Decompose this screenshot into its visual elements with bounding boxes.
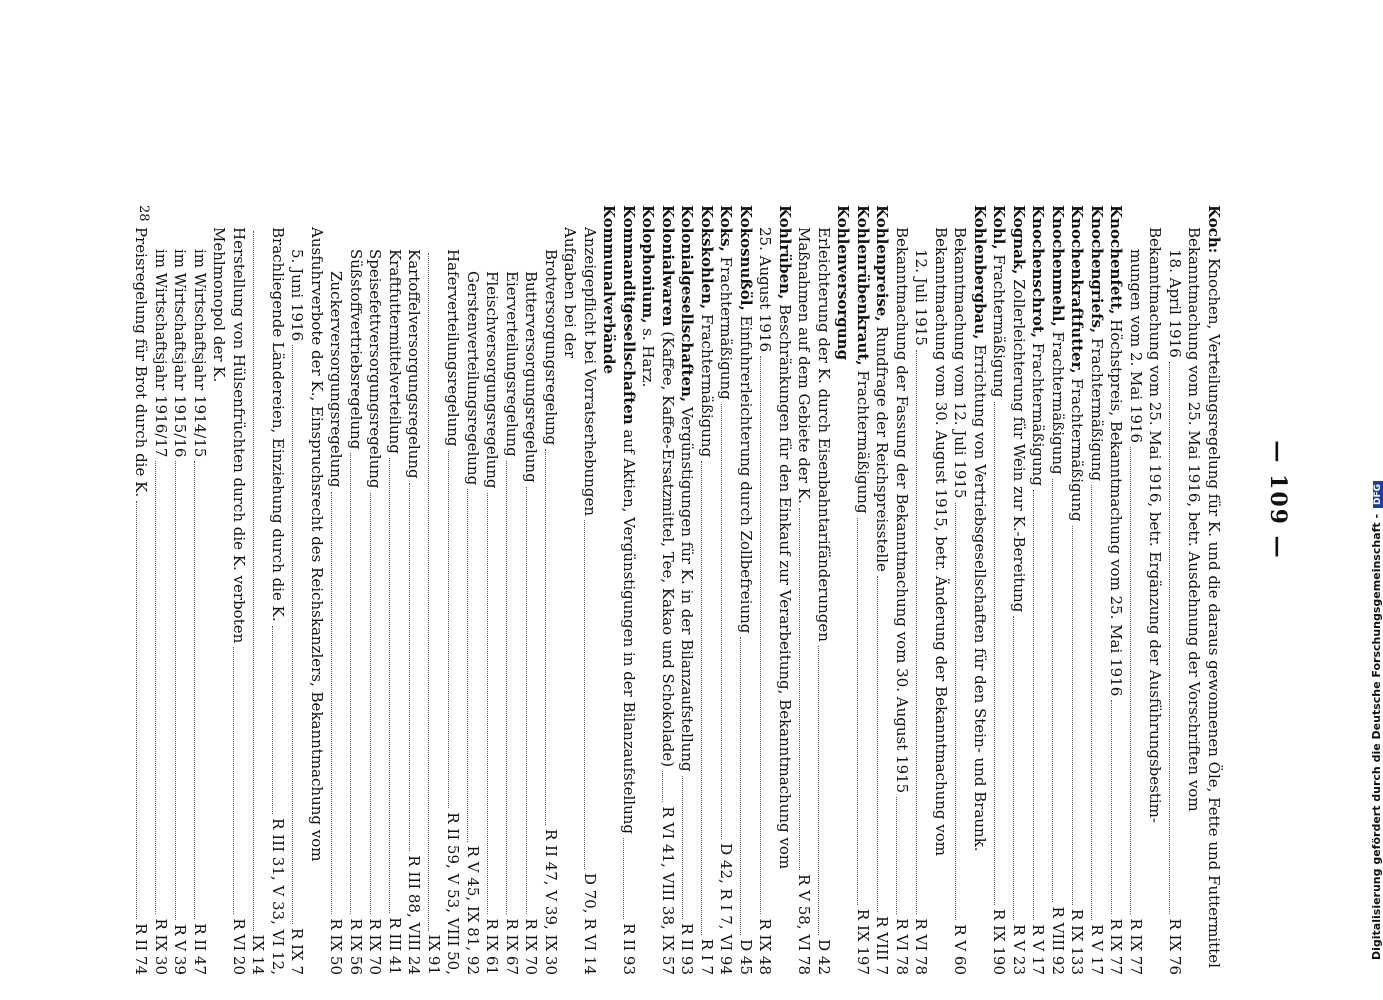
leader-dots	[799, 508, 800, 870]
index-entry	[872, 205, 892, 975]
entry-headword: Kohlenpreise,	[873, 205, 892, 322]
index-entry	[443, 205, 463, 975]
entry-text	[1204, 205, 1224, 968]
entry-text	[580, 227, 600, 516]
index-entry	[1106, 205, 1126, 975]
entry-reference: R V 17	[1088, 924, 1106, 975]
entry-reference: R IX 61	[483, 918, 502, 975]
leader-dots	[448, 451, 449, 809]
index-entry	[1009, 205, 1029, 975]
entry-headword: Kohlenrübenkraut,	[854, 205, 872, 366]
entry-description: Beschränkungen für den Einkauf zur Verarbeitung, Bekanntmachung vom	[776, 304, 794, 870]
leader-dots	[234, 647, 235, 914]
index-entry	[989, 205, 1009, 975]
entry-description: Mehlmonopol der K.	[210, 227, 229, 383]
index-entry	[463, 205, 483, 975]
entry-description: Zuckerversorgungsregelung	[327, 271, 346, 488]
leader-dots	[1092, 485, 1093, 920]
entry-text	[482, 271, 502, 489]
leader-dots	[351, 453, 352, 914]
entry-description: Bekanntmachung der Fassung der Bekanntmachung vom 30. August 1915	[893, 227, 911, 794]
entry-text	[833, 205, 853, 360]
entry-text	[1145, 227, 1165, 823]
leader-dots	[136, 501, 137, 919]
entry-description: Bekanntmachung vom 12. Juli 1915	[951, 227, 970, 499]
entry-reference: R IX 70	[366, 918, 385, 975]
index-entry	[1184, 205, 1204, 975]
entry-description: Frachtermäßigung	[698, 314, 716, 458]
index-entry	[950, 205, 970, 975]
leader-dots	[292, 345, 293, 924]
entry-headword: Kolophonium,	[639, 205, 658, 324]
entry-description: Erleichterung der K. durch Eisenbahntarifänderungen	[815, 227, 833, 642]
leader-dots	[721, 404, 722, 839]
entry-reference: R IX 77	[1107, 918, 1126, 975]
entry-description: Zollerleichterung für Wein zur K.-Bereitung	[1010, 279, 1028, 613]
entry-text	[463, 271, 483, 485]
index-entry	[1087, 205, 1107, 975]
index-entry	[1028, 205, 1048, 975]
index-entry	[736, 205, 756, 975]
entry-text	[209, 227, 229, 382]
entry-headword: Kohlenbergbau,	[971, 205, 989, 340]
entry-text	[794, 227, 814, 504]
index-entry	[970, 205, 990, 975]
entry-description: Bekanntmachung vom 30. August 1915, betr. Änderung der Bekanntmachung vom	[932, 227, 950, 857]
entry-reference: R II 93	[678, 923, 697, 975]
entry-reference: D 42	[815, 939, 833, 975]
leader-dots	[897, 797, 898, 914]
leader-dots	[507, 461, 508, 915]
entry-description: Brotversorgungsregelung	[542, 249, 560, 446]
entry-headword: Kohlrüben,	[776, 205, 794, 300]
entry-reference: R III 41	[386, 917, 404, 975]
entry-description: Frachtermäßigung	[1029, 342, 1048, 486]
index-entry	[385, 205, 405, 975]
entry-description: Bekanntmachung vom 25. Mai 1916, betr. Ergänzung der Ausführungsbestim-	[1146, 227, 1165, 823]
entry-text	[1028, 205, 1048, 486]
leader-dots	[526, 487, 527, 915]
entry-reference: R III 31, V 33, VI 12,	[269, 818, 287, 975]
entry-text	[404, 249, 424, 479]
entry-text	[1106, 205, 1126, 696]
entry-description: 5. Juni 1916	[288, 249, 307, 342]
entry-reference: R VI 78	[912, 918, 931, 975]
entry-headword: Kognak,	[1010, 205, 1028, 275]
entry-headword: Koch:	[1205, 205, 1223, 254]
entry-text	[385, 249, 405, 454]
entry-reference: R V 58, VI 78	[795, 874, 814, 975]
index-entry	[1048, 205, 1068, 975]
entry-reference: R IX 70	[522, 918, 541, 975]
leader-dots	[253, 231, 254, 931]
leader-dots	[1053, 479, 1054, 903]
entry-description: Butterversorgungsregelung	[522, 271, 541, 483]
index-entry	[1126, 205, 1146, 975]
index-entry	[541, 205, 561, 975]
entry-reference: R IX 77	[1127, 918, 1145, 975]
entry-text	[268, 227, 288, 622]
leader-dots	[858, 518, 859, 905]
entry-headword: Kokskohlen,	[698, 205, 716, 310]
entry-reference: R IX 190	[990, 908, 1009, 975]
entry-description: (Kaffee, Kaffee-Ersatzmittel, Tee, Kakao und Schokolade)	[659, 331, 677, 768]
entry-description: Einfuhrerleichterung durch Zollbefreiung	[737, 315, 755, 634]
entry-reference: R IX 56	[347, 918, 365, 975]
entry-text	[658, 205, 678, 767]
entry-headword: Knochenschrot,	[1029, 205, 1048, 338]
leader-dots	[1072, 526, 1073, 905]
index-entry	[502, 205, 522, 975]
entry-text	[677, 205, 697, 772]
entry-text	[170, 249, 190, 457]
entry-text	[1067, 205, 1087, 522]
entry-text	[1184, 227, 1204, 812]
leader-dots	[195, 461, 196, 919]
entry-description: 18. April 1916	[1166, 249, 1184, 358]
index-entry	[677, 205, 697, 975]
index-entry	[404, 205, 424, 975]
entry-text	[716, 205, 736, 400]
leader-dots	[1014, 616, 1015, 920]
entry-text	[989, 205, 1009, 398]
index-entry	[190, 205, 210, 975]
entry-text	[755, 227, 775, 352]
index-entry	[151, 205, 171, 975]
index-entry	[482, 205, 502, 975]
entry-text	[892, 227, 912, 793]
entry-reference: R VIII 92	[1049, 906, 1067, 975]
entry-headword: Kohl,	[990, 205, 1009, 250]
entry-reference: R IX 76	[1166, 918, 1184, 975]
entry-text	[151, 249, 171, 457]
entry-text	[638, 205, 658, 387]
index-entry	[268, 205, 288, 975]
entry-description: Frachtermäßigung	[1088, 337, 1106, 482]
entry-description: Ausfuhrverbote der K., Einspruchsrecht des Reichskanzlers, Bekanntmachung vom	[308, 227, 326, 862]
index-entry	[814, 205, 834, 975]
index-entry	[248, 205, 268, 975]
leader-dots	[877, 576, 878, 912]
index-entry	[638, 205, 658, 975]
index-entry	[346, 205, 366, 975]
entry-description: Herstellung von Hülsenfrüchten durch die K. verboten	[230, 227, 248, 644]
entry-text	[1048, 205, 1068, 475]
entry-text	[853, 205, 873, 514]
index-entry	[560, 205, 580, 975]
entry-headword: Knochenfett,	[1107, 205, 1126, 315]
index-entry	[833, 205, 853, 975]
entry-text	[1087, 205, 1107, 481]
digitization-footnote	[1370, 0, 1383, 960]
index-entry	[931, 205, 951, 975]
index-entry	[580, 205, 600, 975]
leader-dots	[156, 461, 157, 914]
entry-reference: R IX 50	[327, 918, 346, 975]
leader-dots	[390, 458, 391, 913]
index-entry	[697, 205, 717, 975]
entry-description: Rundfrage der Reichspreisstelle	[873, 326, 892, 572]
entry-text	[287, 249, 307, 341]
entry-description: Speisefettversorgungsregelung	[366, 249, 385, 489]
entry-text	[190, 249, 210, 457]
leader-dots	[624, 838, 625, 919]
entry-description: Eierverteilungsregelung	[503, 271, 521, 457]
index-entry	[307, 205, 327, 975]
entry-text	[970, 205, 990, 852]
entry-reference: R II 47, V 39, IX 30	[542, 829, 560, 975]
entry-reference: R II 74	[132, 923, 151, 975]
leader-dots	[175, 461, 176, 920]
leader-dots	[916, 350, 917, 914]
index-entry	[424, 205, 444, 975]
entry-reference: R II 93	[620, 923, 638, 975]
leader-dots	[1131, 447, 1132, 914]
entry-reference: R V 23	[1010, 924, 1028, 975]
leader-dots	[487, 493, 488, 915]
entry-description: im Wirtschaftsjahr 1915/16	[171, 249, 190, 458]
entry-description: Vergünstigungen für K. in der Bilanzaufstellung	[678, 406, 697, 772]
entry-reference: R VIII 7	[873, 916, 892, 975]
index-entry	[1145, 205, 1165, 975]
leader-dots	[994, 402, 995, 905]
entry-text	[599, 205, 619, 374]
entry-reference: R VI 20	[230, 918, 248, 975]
entry-text	[931, 227, 951, 856]
entry-reference: R IX 7	[288, 928, 307, 975]
leader-dots	[1170, 362, 1171, 915]
index-entry	[170, 205, 190, 975]
entry-headword: Kolonialwaren	[659, 205, 677, 327]
entry-text	[1126, 249, 1146, 443]
entry-reference: R IX 133	[1068, 908, 1087, 975]
entry-description: Haferverteilungsregelung	[444, 249, 463, 447]
entry-headword: Kohlenversorgung	[834, 205, 853, 361]
entry-reference: D 70, R VI 14	[581, 872, 599, 975]
entry-headword: Kommanditgesellschaften	[620, 205, 638, 425]
footnote-text: Digitalisierung gefördert durch die Deutsche Forschungsgemeinschaft -	[1370, 513, 1383, 960]
leader-dots	[955, 503, 956, 921]
entry-description: Errichtung von Vertriebsgesellschaften für den Stein- und Braunk.	[971, 344, 989, 852]
leader-dots	[331, 492, 332, 915]
entry-description: Frachtermäßigung	[854, 370, 872, 514]
index-entry	[599, 205, 619, 975]
entry-text	[307, 227, 327, 861]
index-entry	[911, 205, 931, 975]
leader-dots	[1033, 490, 1034, 920]
entry-description: Frachtermäßigung	[1049, 331, 1067, 475]
entry-description: auf Aktien, Vergünstigungen in der Bilanzaufstellung	[620, 429, 638, 835]
entry-text	[326, 271, 346, 488]
entry-text	[560, 227, 580, 358]
entry-reference: IX 91	[425, 934, 443, 975]
entry-reference: R VI 78	[893, 918, 911, 975]
index-entry	[775, 205, 795, 975]
entry-text	[736, 205, 756, 633]
leader-dots	[1111, 700, 1112, 914]
entry-reference: R IX 30	[152, 918, 170, 975]
entry-description: Fleischversorgungsregelung	[483, 271, 502, 489]
entry-headword: Knochengriefs,	[1088, 205, 1106, 334]
entry-reference: R V 39	[171, 924, 190, 975]
leader-dots	[468, 489, 469, 841]
index-entry	[1165, 205, 1185, 975]
page-number: — 109 —	[1265, 440, 1291, 560]
entry-description: im Wirtschaftsjahr 1914/15	[191, 249, 209, 458]
entry-reference: R III 88, VIII 24	[405, 855, 424, 975]
entry-description: s. Harz.	[639, 328, 658, 388]
leader-dots	[819, 646, 820, 935]
dfg-logo: DFG	[1373, 481, 1383, 508]
index-entry	[755, 205, 775, 975]
entry-text	[521, 271, 541, 483]
index-entry	[892, 205, 912, 975]
index-entry	[521, 205, 541, 975]
entry-description: Knochen, Verteilungsregelung für K. und die daraus gewonnenen Öle, Fette und Futtermittel	[1205, 258, 1223, 968]
index-entry	[365, 205, 385, 975]
index-entry	[658, 205, 678, 975]
entry-reference: R V 17	[1029, 924, 1048, 975]
entry-text	[872, 205, 892, 572]
entry-headword: Knochenkraftfutter,	[1068, 205, 1087, 374]
entry-headword: Kokosnußöl,	[737, 205, 755, 311]
index-entry	[619, 205, 639, 975]
entry-description: Höchstpreis, Bekanntmachung vom 25. Mai 1916	[1107, 319, 1126, 697]
entry-description: 25. August 1916	[756, 227, 775, 353]
entry-text	[1165, 249, 1185, 358]
entry-description: im Wirtschaftsjahr 1916/17	[152, 249, 170, 458]
entry-text	[619, 205, 639, 834]
leader-dots	[741, 637, 742, 935]
index-entry	[229, 205, 249, 975]
entry-reference: R II 59, V 53, VIII 50,	[444, 812, 463, 975]
entry-text	[911, 249, 931, 346]
entry-text	[541, 249, 561, 445]
leader-dots	[760, 356, 761, 914]
entry-headword: Koks,	[717, 205, 736, 252]
entry-reference: R IX 67	[503, 918, 521, 975]
leader-dots	[682, 776, 683, 920]
entry-description: Bekanntmachung vom 25. Mai 1916, betr. Ausdehnung der Vorschriften vom	[1185, 227, 1204, 812]
printer-signature: 28	[136, 205, 151, 222]
entry-text	[229, 227, 249, 643]
entry-reference: R I 7	[698, 938, 716, 975]
entry-text	[775, 205, 795, 869]
entry-description: Frachtermäßigung	[717, 256, 736, 400]
entry-description: Preisregelung für Brot durch die K.	[132, 227, 151, 498]
leader-dots	[702, 461, 703, 935]
leader-dots	[370, 493, 371, 915]
entry-text	[443, 249, 463, 447]
entry-reference: R IX 48	[756, 918, 775, 975]
entry-description: Brachliegende Ländereien, Einziehung durch die K.	[269, 227, 287, 622]
entry-description: Gerstenverteilungsregelung	[464, 271, 482, 486]
entry-description: Süßstoffvertriebsregelung	[347, 249, 365, 450]
leader-dots	[585, 520, 586, 869]
index-entry	[1204, 205, 1224, 975]
entry-text	[365, 249, 385, 489]
entry-reference: R II 47	[191, 923, 209, 975]
leader-dots	[273, 626, 274, 815]
leader-dots	[663, 771, 664, 802]
entry-description: Aufgaben bei der	[561, 227, 580, 359]
entry-description: Frachtermäßigung	[1068, 378, 1087, 522]
index-entry	[1067, 205, 1087, 975]
entry-reference: D 45	[737, 939, 755, 975]
index-entry	[209, 205, 229, 975]
entry-headword: Kommunalverbände	[600, 205, 619, 374]
entry-description: Kartoffelversorgungsregelung	[405, 249, 424, 479]
entry-reference: R IX 197	[854, 908, 872, 975]
leader-dots	[429, 253, 430, 931]
index-entry	[794, 205, 814, 975]
index-entry	[326, 205, 346, 975]
entry-description: mungen vom 2. Mai 1916	[1127, 249, 1145, 444]
entry-text	[346, 249, 366, 449]
entry-text	[814, 227, 834, 642]
entry-reference: R V 45, IX 81, 92	[464, 845, 482, 975]
index-entries	[131, 205, 1223, 975]
entry-reference: D 42, R I 7, VI 94	[717, 843, 736, 975]
entry-description: 12. Juli 1915	[912, 249, 931, 346]
entry-description: Maßnahmen auf dem Gebiete der K.	[795, 227, 814, 504]
entry-headword: Kolonialgesellschaften,	[678, 205, 697, 403]
entry-text	[502, 271, 522, 457]
index-entry	[853, 205, 873, 975]
entry-reference: R VI 41, VIII 38, IX 57	[659, 806, 677, 975]
entry-reference: IX 14	[249, 934, 268, 975]
index-entry	[716, 205, 736, 975]
entry-description: Frachtermäßigung	[990, 254, 1009, 398]
index-entry	[287, 205, 307, 975]
leader-dots	[409, 483, 410, 852]
entry-description: Anzeigepflicht bei Vorratserhebungen	[581, 227, 599, 516]
entry-text	[950, 227, 970, 499]
entry-reference: R V 60	[951, 924, 970, 975]
entry-text	[697, 205, 717, 457]
leader-dots	[546, 449, 547, 825]
entry-headword: Knochenmehl,	[1049, 205, 1067, 327]
index-entry	[131, 205, 151, 975]
entry-text	[1009, 205, 1029, 612]
entry-description: Kraftfuttermittelverteilung	[386, 249, 404, 454]
entry-text	[131, 227, 151, 497]
